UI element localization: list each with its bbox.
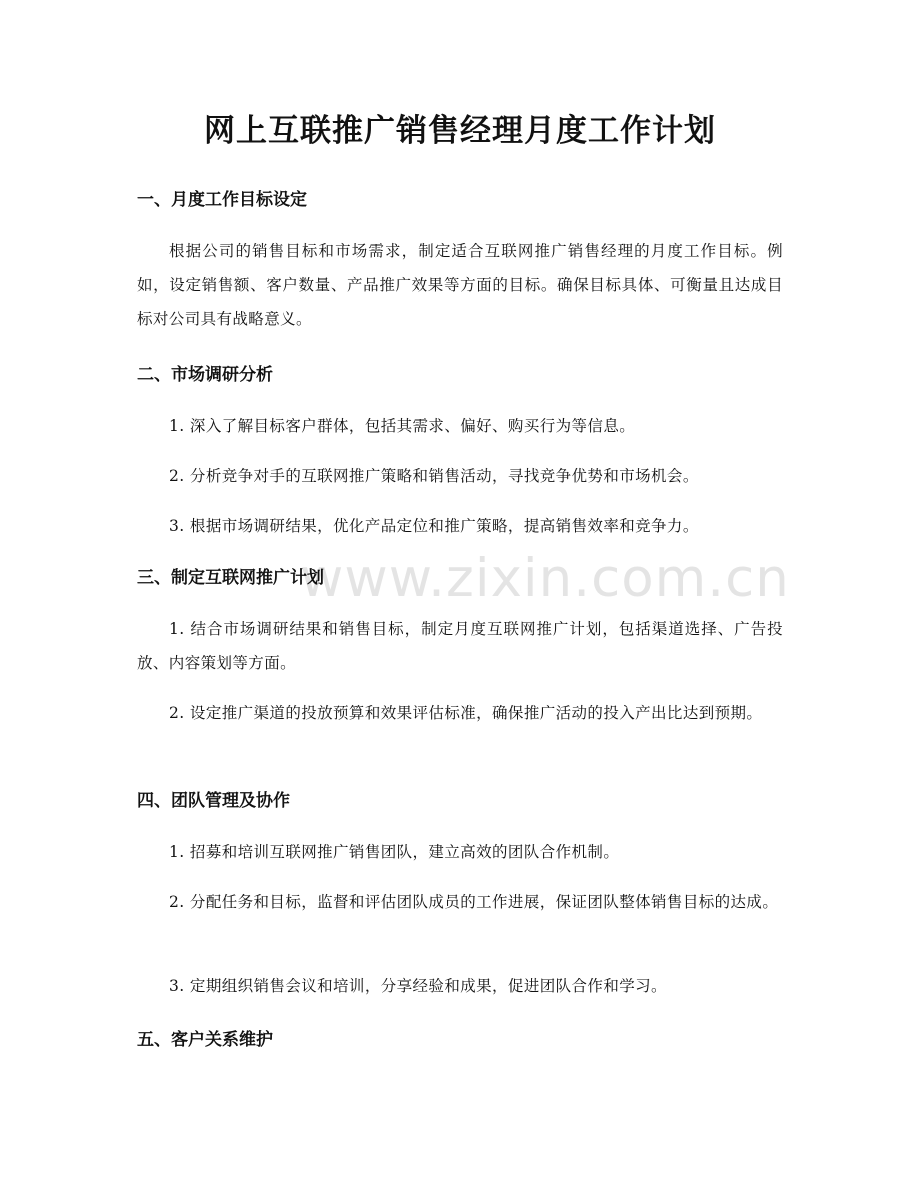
list-item: 1. 招募和培训互联网推广销售团队，建立高效的团队合作机制。 (169, 843, 620, 861)
section-heading: 四、团队管理及协作 (137, 791, 290, 811)
section-heading: 三、制定互联网推广计划 (137, 568, 324, 588)
document-title: 网上互联推广销售经理月度工作计划 (204, 113, 716, 149)
list-item: 2. 分析竞争对手的互联网推广策略和销售活动，寻找竞争优势和市场机会。 (169, 467, 699, 485)
list-item: 3. 定期组织销售会议和培训，分享经验和成果，促进团队合作和学习。 (169, 977, 667, 995)
watermark: www.zixin.com.cn (300, 548, 790, 609)
list-item: 3. 根据市场调研结果，优化产品定位和推广策略，提高销售效率和竞争力。 (169, 517, 699, 535)
list-item: 2. 分配任务和目标，监督和评估团队成员的工作进展，保证团队整体销售目标的达成。 (169, 893, 779, 911)
section-heading: 五、客户关系维护 (137, 1030, 273, 1050)
list-item: 1. 结合市场调研结果和销售目标，制定月度互联网推广计划，包括渠道选择、广告投放、内容策划等方面。 (137, 620, 783, 672)
paragraph: 根据公司的销售目标和市场需求，制定适合互联网推广销售经理的月度工作目标。例如，设定销售额、客户数量、产品推广效果等方面的目标。确保目标具体、可衡量且达成目标对公司具有战略意义。 (137, 242, 783, 328)
section-heading: 一、月度工作目标设定 (137, 190, 307, 210)
list-item: 2. 设定推广渠道的投放预算和效果评估标准，确保推广活动的投入产出比达到预期。 (169, 704, 763, 722)
list-item: 1. 深入了解目标客户群体，包括其需求、偏好、购买行为等信息。 (169, 417, 636, 435)
section-heading: 二、市场调研分析 (137, 365, 273, 385)
